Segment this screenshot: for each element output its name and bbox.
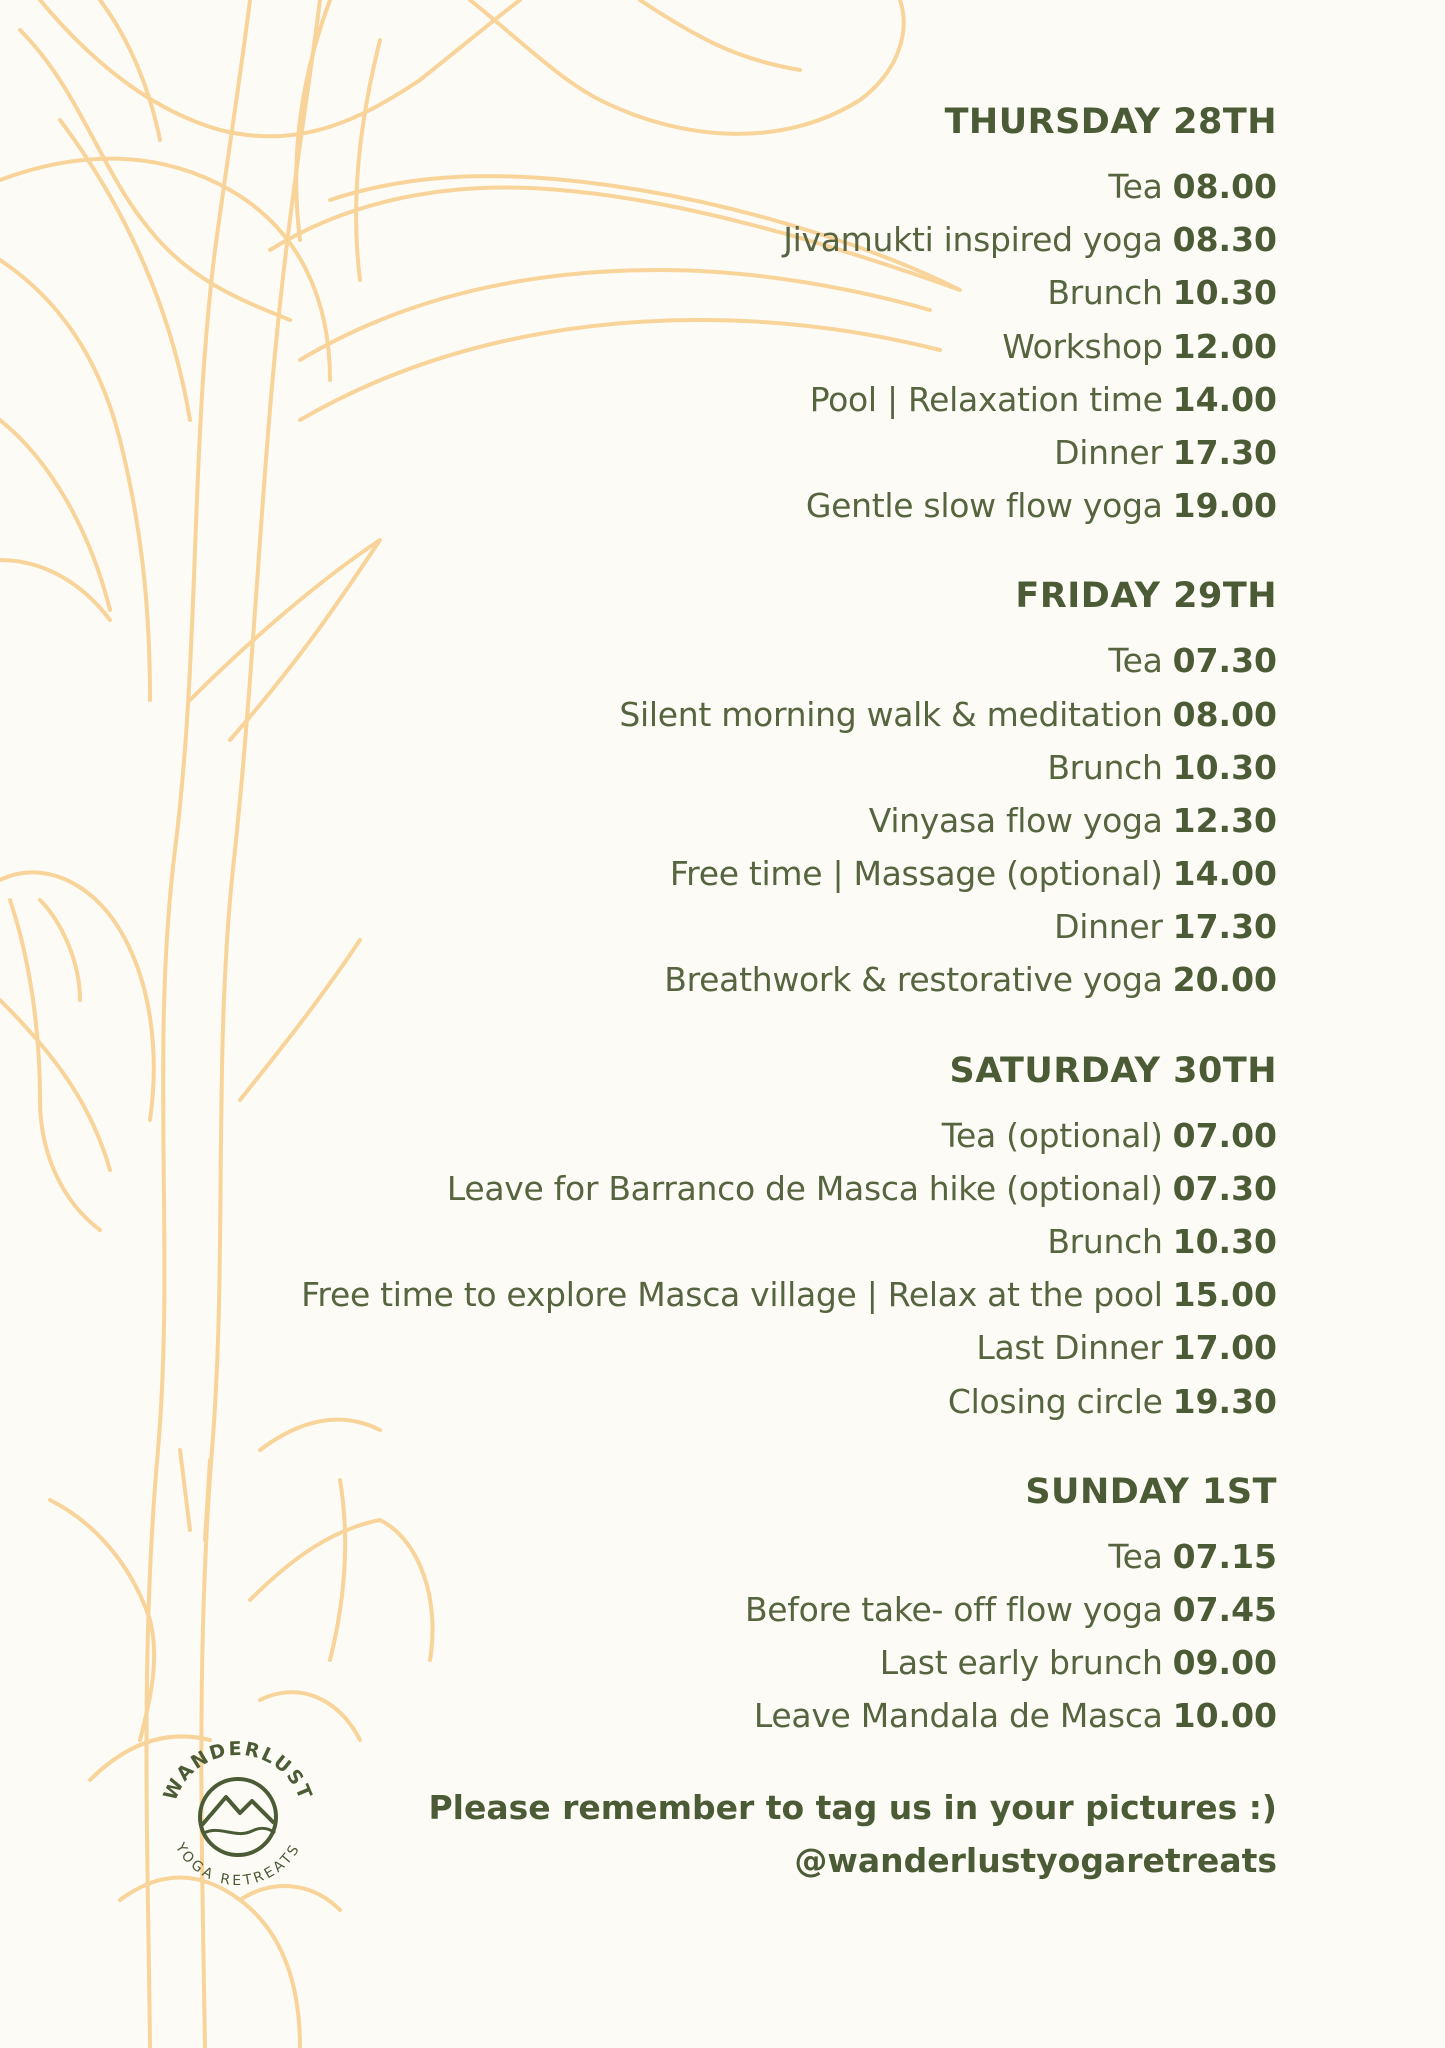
event-name: Workshop — [1002, 326, 1163, 366]
event-name: Dinner — [1054, 907, 1163, 947]
event-list — [177, 1109, 1277, 1428]
event-list — [177, 1530, 1277, 1743]
event-time: 10.30 — [1172, 1222, 1277, 1261]
event-name: Tea (optional) — [941, 1115, 1163, 1155]
event-time: 10.30 — [1172, 273, 1277, 313]
closing-note — [177, 1781, 1277, 1887]
logo-top-text: WANDERLUST — [159, 1737, 317, 1804]
event-time: 10.30 — [1172, 747, 1277, 787]
day-heading: SUNDAY 1ST — [1025, 1471, 1277, 1512]
event-name: Tea — [1108, 641, 1163, 681]
event-time: 07.30 — [1172, 641, 1277, 681]
event-time: 08.00 — [1172, 167, 1277, 206]
event-time: 20.00 — [1172, 960, 1277, 1000]
event-time: 12.00 — [1172, 326, 1277, 366]
event-time: 14.00 — [1172, 854, 1277, 894]
event-time: 07.00 — [1172, 1115, 1277, 1155]
event-name: Leave for Barranco de Masca hike (optional) — [446, 1168, 1163, 1208]
day-block-1 — [177, 92, 1277, 532]
event-name: Last early brunch — [879, 1643, 1163, 1683]
event-name: Free time to explore Masca village | Relax at the pool — [301, 1275, 1163, 1315]
schedule-item — [177, 1268, 1277, 1321]
event-time: 07.15 — [1172, 1536, 1277, 1576]
event-time: 10.00 — [1172, 1696, 1277, 1736]
event-name: Before take- off flow yoga — [744, 1589, 1163, 1629]
event-name: Brunch — [1047, 1222, 1163, 1261]
instagram-handle: @wanderlustyogaretreats — [794, 1840, 1277, 1880]
day-block-3 — [177, 1041, 1277, 1428]
day-block-2 — [177, 566, 1277, 1006]
event-name: Tea — [1108, 167, 1163, 206]
schedule — [177, 92, 1277, 1887]
event-time: 17.30 — [1172, 907, 1277, 947]
event-time: 09.00 — [1172, 1643, 1277, 1683]
schedule-item — [177, 1109, 1277, 1162]
event-name: Closing circle — [947, 1381, 1163, 1421]
day-heading: FRIDAY 29TH — [1015, 576, 1277, 617]
event-name: Dinner — [1054, 432, 1163, 472]
schedule-item — [177, 160, 1277, 213]
event-time: 19.30 — [1172, 1381, 1277, 1421]
event-time: 17.00 — [1172, 1328, 1277, 1368]
schedule-item — [177, 900, 1277, 953]
event-name: Breathwork & restorative yoga — [664, 960, 1163, 1000]
event-name: Jivamukti inspired yoga — [783, 220, 1163, 260]
schedule-item — [177, 266, 1277, 319]
event-name: Vinyasa flow yoga — [868, 800, 1163, 840]
event-name: Silent morning walk & meditation — [619, 694, 1163, 734]
event-name: Brunch — [1047, 273, 1163, 313]
schedule-item — [177, 794, 1277, 847]
event-name: Free time | Massage (optional) — [669, 854, 1163, 894]
schedule-item — [177, 1375, 1277, 1428]
event-time: 15.00 — [1172, 1275, 1277, 1315]
schedule-item — [177, 1583, 1277, 1636]
event-list — [177, 160, 1277, 532]
event-time: 12.30 — [1172, 800, 1277, 840]
event-time: 19.00 — [1172, 486, 1277, 526]
schedule-item — [177, 1689, 1277, 1742]
schedule-item — [177, 373, 1277, 426]
schedule-item — [177, 1215, 1277, 1268]
closing-message: Please remember to tag us in your pictures :) — [428, 1787, 1277, 1827]
schedule-item — [177, 479, 1277, 532]
schedule-item — [177, 634, 1277, 687]
schedule-item — [177, 953, 1277, 1006]
event-name: Last Dinner — [976, 1328, 1163, 1368]
schedule-item — [177, 1636, 1277, 1689]
logo-bottom-text: YOGA RETREATS — [171, 1840, 305, 1890]
schedule-item — [177, 847, 1277, 900]
event-name: Gentle slow flow yoga — [805, 486, 1163, 526]
schedule-item — [177, 688, 1277, 741]
event-time: 08.00 — [1172, 694, 1277, 734]
schedule-item — [177, 1162, 1277, 1215]
day-block-4 — [177, 1462, 1277, 1743]
event-name: Brunch — [1047, 747, 1163, 787]
event-name: Pool | Relaxation time — [809, 379, 1163, 419]
event-time: 07.30 — [1172, 1168, 1277, 1208]
event-time: 08.30 — [1172, 220, 1277, 260]
day-heading: THURSDAY 28TH — [944, 102, 1277, 142]
schedule-item — [177, 320, 1277, 373]
day-heading: SATURDAY 30TH — [949, 1050, 1277, 1091]
event-list — [177, 634, 1277, 1006]
schedule-item — [177, 1530, 1277, 1583]
schedule-item — [177, 213, 1277, 266]
event-name: Tea — [1108, 1536, 1163, 1576]
schedule-item — [177, 741, 1277, 794]
event-name: Leave Mandala de Masca — [753, 1696, 1163, 1736]
event-time: 17.30 — [1172, 432, 1277, 472]
event-time: 14.00 — [1172, 379, 1277, 419]
schedule-item — [177, 426, 1277, 479]
schedule-item — [177, 1321, 1277, 1374]
event-time: 07.45 — [1172, 1589, 1277, 1629]
